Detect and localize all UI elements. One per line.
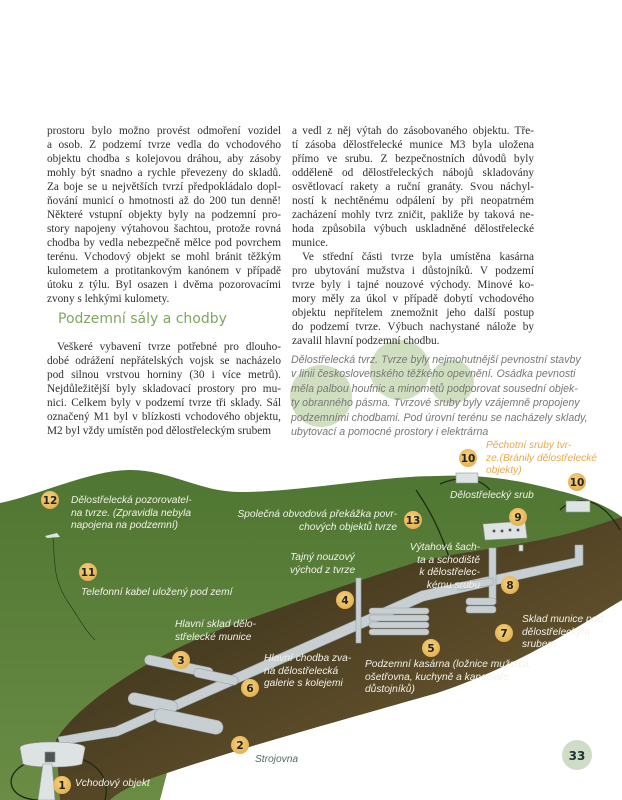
text-line: přímo ve srubu. Z bezpečnostních důvodů byly bbox=[292, 153, 534, 165]
number-badge-8: 8 bbox=[501, 576, 519, 594]
text-line: ností k nechtěnému odpálení by při neopatrném bbox=[292, 195, 534, 207]
text-line: hoda způsobila výbuch uskladněné dělostřelecké bbox=[292, 223, 534, 235]
text-line: v linii československého těžkého opevnění. Osádka pevnosti bbox=[291, 368, 576, 381]
text-line: k dělostřelec- bbox=[419, 567, 480, 579]
text-line: podzemními chodbami. Pod úrovní terénu se nacházely sklady, bbox=[291, 411, 588, 424]
text-line: odděleně od dělostřeleckých nábojů skladovány bbox=[292, 167, 534, 179]
text-line: Sklad munice pod bbox=[522, 614, 603, 625]
label-emergency-exit bbox=[290, 552, 355, 577]
text-line: na tvrze. (Zpravidla nebyla bbox=[71, 507, 192, 519]
text-line: Za boje se u největších tvrzí předpokládalo dopl- bbox=[47, 181, 281, 193]
number-badge-7: 7 bbox=[495, 624, 513, 642]
number-badge-2: 2 bbox=[231, 736, 249, 754]
text-line: Ve střední části tvrze byla umístěna kasárna bbox=[302, 251, 534, 263]
section-heading: Podzemní sály a chodby bbox=[58, 311, 227, 327]
text-line: kému srubu bbox=[426, 579, 480, 591]
text-line: Dělostřelecká tvrz. Tvrze byly nejmohutnější pevnostní stavby bbox=[291, 354, 581, 366]
number-badge-3: 3 bbox=[172, 651, 190, 669]
text-line: útoku z týlu. Byl osazen i dvěma pozorovacími bbox=[47, 279, 281, 291]
text-line: měla palbou houfnic a minometů podporovat sousední objek- bbox=[291, 382, 578, 395]
number-badge-13: 13 bbox=[404, 511, 422, 529]
text-line: ta a schodiště bbox=[417, 554, 480, 566]
text-line: ňování municí o hmotnosti až do 200 tun denně! bbox=[47, 195, 281, 207]
label-infantry-blockhouses bbox=[486, 440, 597, 478]
text-line: objektu chodba s kolejovou dráhou, aby zásoby bbox=[47, 153, 281, 165]
text-line: Dělostřelecká pozorovatel- bbox=[71, 495, 192, 506]
text-line: Tajný nouzový bbox=[290, 552, 355, 563]
text-line: dělostřeleckým bbox=[522, 626, 590, 638]
text-line: důstojníků) bbox=[365, 684, 415, 696]
text-line: munice. bbox=[292, 237, 329, 249]
text-line: chodba by vedla nebezpečně mělce pod povrchem bbox=[47, 237, 281, 249]
text-line: Výtahová šach- bbox=[409, 542, 480, 553]
text-line: ná dělostřelecká bbox=[264, 665, 339, 677]
text-line: ty obranného pásma. Tvrzové sruby byly vzájemně propojeny bbox=[291, 397, 580, 410]
text-line: terénu. Vchodový objekt se mohl bránit těžkým bbox=[47, 251, 281, 263]
text-line: Strojovna bbox=[255, 754, 299, 765]
number-badge-1: 1 bbox=[53, 776, 71, 794]
text-line: ošetřovna, kuchyně a kanceláře bbox=[365, 671, 509, 683]
label-elevator-shaft bbox=[410, 542, 480, 592]
number-badge-10: 10 bbox=[568, 473, 586, 491]
text-line: napojena na podzemní) bbox=[71, 520, 179, 532]
text-line: galerie s kolejemi bbox=[264, 678, 343, 690]
text-line: M2 byl vždy umístěn pod dělostřeleckým srubem bbox=[47, 425, 272, 437]
label-observation-post bbox=[71, 495, 192, 533]
label-main-gallery bbox=[264, 653, 351, 691]
text-line: Veškeré vybavení tvrze potřebné pro dlouho- bbox=[57, 341, 281, 353]
text-line: východ z tvrze bbox=[290, 564, 356, 576]
text-line: Telefonní kabel uložený pod zemí bbox=[81, 587, 233, 598]
text-line: střelecké munice bbox=[175, 631, 252, 643]
label-common-obstacle bbox=[237, 509, 397, 534]
text-line: srubem bbox=[522, 639, 556, 651]
text-line: zavalil hlavní podzemní chodbu. bbox=[292, 335, 440, 347]
text-line: Vchodový objekt bbox=[75, 778, 150, 789]
label-entrance-object bbox=[75, 778, 150, 791]
text-line: pro ubytování mužstva i důstojníků. V podzemí bbox=[292, 265, 534, 277]
elevator-shaft-8 bbox=[489, 548, 496, 603]
text-line: a osob. Z podzemí tvrze vedla do vchodového bbox=[47, 139, 281, 151]
number-badge-9: 9 bbox=[509, 508, 527, 526]
label-telephone-cable bbox=[81, 587, 232, 600]
text-line: osvětlovací rakety a ruční granáty. Svou náchyl- bbox=[292, 181, 534, 193]
text-line: ubytovací a pomocné prostory i elektrárna bbox=[291, 426, 489, 439]
text-line: story napojeny výtahovou šachtou, protože rovná bbox=[47, 223, 281, 235]
text-line: Společná obvodová překážka povr- bbox=[237, 509, 397, 520]
text-line: Některé vstupní objekty byly na podzemní pro- bbox=[47, 209, 281, 221]
text-line: tvrze byly i tajné nouzové východy. Minové ko- bbox=[292, 279, 534, 291]
text-line: mohly být snadno a rychle převezeny do skladů. bbox=[47, 167, 281, 179]
page-number: 33 bbox=[562, 740, 592, 770]
label-power-plant bbox=[255, 754, 298, 767]
text-line: objektu nepřítelem znemožnit jeho další postup bbox=[292, 307, 534, 319]
text-line: Dělostřelecký srub bbox=[450, 490, 534, 501]
text-line: objekty) bbox=[486, 465, 522, 477]
text-line: chových objektů tvrze bbox=[299, 521, 397, 533]
text-line: nici. Celkem byly v podzemí tvrze tři sklady. Sál bbox=[47, 397, 281, 409]
text-line: dobé odrážení nepřátelských vojsk se nacházelo bbox=[47, 355, 281, 367]
text-line: Hlavní chodba zva- bbox=[264, 653, 352, 664]
emergency-exit-shaft bbox=[356, 578, 361, 643]
text-line: Pěchotní sruby tvr- bbox=[486, 440, 572, 451]
label-main-ammo-storage bbox=[175, 619, 256, 644]
text-line: ze.(Bránily dělostřelecké bbox=[486, 452, 597, 464]
number-badge-11: 11 bbox=[79, 563, 97, 581]
text-line: do podzemí tvrze. Výbuch nachystané nálože by bbox=[292, 321, 534, 333]
text-line: mory měly za úkol v případě dobytí vchodového bbox=[292, 293, 534, 305]
number-badge-6: 6 bbox=[241, 679, 259, 697]
number-badge-5: 5 bbox=[422, 639, 440, 657]
label-ammo-under-casemate bbox=[522, 614, 603, 652]
text-line: Nejdůležitější byly skladovací prostory pro mu- bbox=[47, 383, 281, 395]
text-line: pod silnou vrstvou horniny (30 i více metrů). bbox=[47, 369, 281, 381]
text-line: Podzemní kasárna (ložnice mužstva, bbox=[365, 659, 532, 670]
number-badge-4: 4 bbox=[336, 591, 354, 609]
text-line: zvony s lehkými kulomety. bbox=[47, 293, 170, 305]
text-line: tí zásoba dělostřelecké munice M3 byla uložena bbox=[292, 139, 534, 151]
text-line: kulometem a protitankovým kanónem v případě bbox=[47, 265, 281, 277]
number-badge-10: 10 bbox=[459, 449, 477, 467]
label-artillery-casemate bbox=[450, 490, 534, 503]
text-line: označený M1 byl v blízkosti vchodového objektu, bbox=[47, 411, 281, 423]
text-line: prostoru bylo možno provést odmoření vozidel bbox=[47, 125, 281, 137]
text-line: Hlavní sklad dělo- bbox=[175, 619, 256, 630]
label-barracks bbox=[365, 659, 531, 697]
number-badge-12: 12 bbox=[41, 491, 59, 509]
text-line: zacházení mohly tvrz zničit, pakliže by taková ne- bbox=[292, 209, 534, 221]
text-line: a vedl z něj výtah do zásobovaného objektu. Tře- bbox=[292, 125, 534, 137]
